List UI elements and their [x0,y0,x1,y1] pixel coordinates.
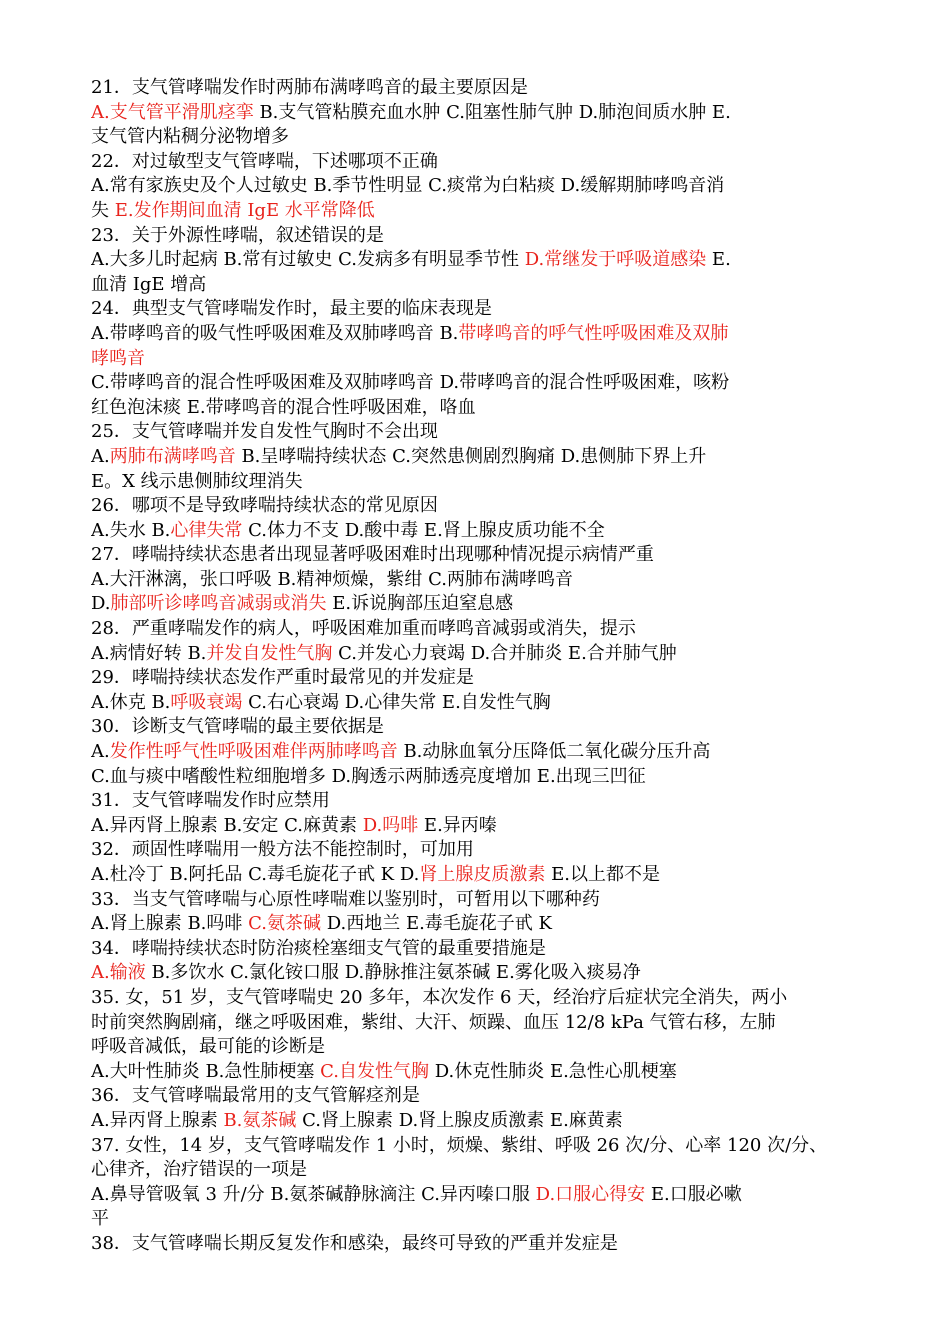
question-text: C.并发心力衰竭 D.合并肺炎 E.合并肺气肿 [332,642,677,664]
question-text: E.诉说胸部压迫窒息感 [326,593,514,615]
text-line [91,789,901,814]
answer-text: 并发自发性气胸 [206,642,333,664]
question-text: E.以上都不是 [545,864,660,885]
question-text: 29．哮喘持续状态发作严重时最常见的并发症是 [91,667,474,689]
text-line [91,765,901,790]
text-line [91,470,901,495]
question-text: A.异丙肾上腺素 [91,1109,224,1131]
question-text: 失 [91,199,115,221]
question-text: C.带哮鸣音的混合性呼吸困难及双肺哮鸣音 D.带哮鸣音的混合性呼吸困难，咳粉 [91,372,730,394]
question-text: E.口服必嗽 [645,1183,742,1205]
answer-text: A.输液 [91,962,146,984]
question-text: 36．支气管哮喘最常用的支气管解痉剂是 [91,1085,420,1107]
text-line [91,297,901,322]
text-line [91,715,901,740]
text-line [91,814,901,839]
question-text: 28．严重哮喘发作的病人，呼吸困难加重而哮鸣音减弱或消失，提示 [91,618,636,640]
question-text: 33．当支气管哮喘与心原性哮喘难以鉴别时，可暂用以下哪种药 [91,888,600,910]
text-line [91,1084,901,1109]
text-line [91,863,901,888]
text-line [91,322,901,347]
text-line [91,691,901,716]
question-text: B.支气管粘膜充血水肿 C.阻塞性肺气肿 D.肺泡间质水肿 E. [253,101,731,123]
question-text: E。X 线示患侧肺纹理消失 [91,470,303,492]
text-line [91,666,901,691]
text-line [91,888,901,913]
text-line [91,1134,901,1159]
question-text: 21．支气管哮喘发作时两肺布满哮鸣音的最主要原因是 [91,77,528,98]
text-line [91,494,901,519]
question-text: 30．诊断支气管哮喘的最主要依据是 [91,716,384,738]
text-line [91,912,901,937]
question-text: C.右心衰竭 D.心律失常 E.自发性气胸 [242,691,551,713]
answer-text: 肺部听诊哮鸣音减弱或消失 [110,593,327,615]
question-text: 24．典型支气管哮喘发作时，最主要的临床表现是 [91,298,492,320]
question-text: D. [91,593,111,615]
text-line [91,1060,901,1085]
text-line [91,248,901,273]
question-text: 26．哪项不是导致哮喘持续状态的常见原因 [91,495,438,517]
answer-text: 两肺布满哮鸣音 [109,445,236,467]
text-line [91,199,901,224]
text-line [91,150,901,175]
question-text: E. [706,249,731,271]
question-text: A.病情好转 B. [91,642,207,664]
question-text: A.大多儿时起病 B.常有过敏史 C.发病多有明显季节性 [91,249,525,271]
question-text: A.失水 B. [91,519,171,541]
question-text: C.血与痰中嗜酸性粒细胞增多 D.胸透示两肺透亮度增加 E.出现三凹征 [91,765,646,787]
answer-text: B.氨茶碱 [223,1109,297,1131]
question-text: A.杜冷丁 B.阿托品 C.毒毛旋花子甙 K D. [91,864,420,885]
question-text: B.呈哮喘持续状态 C.突然患侧剧烈胸痛 D.患侧肺下界上升 [235,445,707,467]
text-line [91,224,901,249]
question-text: D.休克性肺炎 E.急性心肌梗塞 [428,1060,677,1082]
question-text: 红色泡沫痰 E.带哮鸣音的混合性呼吸困难，咯血 [91,396,476,418]
text-line [91,1232,901,1257]
question-text: 35. 女，51 岁，支气管哮喘史 20 多年，本次发作 6 天，经治疗后症状完全消失，两小 [91,986,788,1008]
text-line [91,838,901,863]
question-text: A.肾上腺素 B.吗啡 [91,913,249,935]
answer-text: 心律失常 [170,519,243,541]
text-line [91,1109,901,1134]
question-text: A.大叶性肺炎 B.急性肺梗塞 [91,1060,321,1082]
text-line [91,174,901,199]
text-line [91,420,901,445]
question-text: 心律齐，治疗错误的一项是 [91,1159,307,1181]
text-line [91,396,901,421]
text-line [91,937,901,962]
text-line [91,543,901,568]
question-text: A.常有家族史及个人过敏史 B.季节性明显 C.痰常为白粘痰 D.缓解期肺哮鸣音消 [91,175,725,197]
text-line [91,76,901,101]
question-text: B.多饮水 C.氯化铵口服 D.静脉推注氨茶碱 E.雾化吸入痰易净 [145,962,641,984]
document-page [91,76,901,1257]
question-text: 支气管内粘稠分泌物增多 [91,126,289,148]
answer-text: 带哮鸣音的呼气性呼吸困难及双肺 [458,322,729,344]
text-line [91,445,901,470]
text-line [91,519,901,544]
text-line [91,1183,901,1208]
question-text: A.鼻导管吸氧 3 升/分 B.氨茶碱静脉滴注 C.异丙嗪口服 [91,1183,536,1205]
question-text: 34．哮喘持续状态时防治痰栓塞细支气管的最重要措施是 [91,937,546,959]
answer-text: C.氨茶碱 [248,913,321,935]
answer-text: C.自发性气胸 [320,1060,429,1082]
answer-text: 呼吸衰竭 [170,691,243,713]
question-text: D.西地兰 E.毒毛旋花子甙 K [320,913,552,935]
question-text: 32．顽固性哮喘用一般方法不能控制时，可加用 [91,839,474,861]
text-line [91,125,901,150]
text-line [91,273,901,298]
text-line [91,1035,901,1060]
text-line [91,1207,901,1232]
text-line [91,101,901,126]
text-line [91,986,901,1011]
text-line [91,617,901,642]
answer-text: A.支气管平滑肌痉挛 [91,101,254,123]
question-text: A.带哮鸣音的吸气性呼吸困难及双肺哮鸣音 B. [91,322,459,344]
question-text: E.异丙嗪 [418,814,497,836]
question-text: C.肾上腺素 D.肾上腺皮质激素 E.麻黄素 [296,1109,623,1131]
question-text: 31．支气管哮喘发作时应禁用 [91,790,330,812]
question-text: A.异丙肾上腺素 B.安定 C.麻黄素 [91,814,363,836]
question-text: A. [91,741,110,763]
text-line [91,371,901,396]
answer-text: 肾上腺皮质激素 [419,864,546,885]
question-text: A.大汗淋漓，张口呼吸 B.精神烦燥，紫绀 C.两肺布满哮鸣音 [91,568,573,590]
question-text: 23．关于外源性哮喘，叙述错误的是 [91,224,384,246]
question-text: 37. 女性，14 岁，支气管哮喘发作 1 小时，烦燥、紫绀、呼吸 26 次/分、心率 120 次/分、 [91,1134,828,1156]
question-text: 血清 IgE 增高 [91,273,207,295]
question-text: 平 [91,1208,109,1230]
question-text: A.休克 B. [91,691,171,713]
question-text: 22．对过敏型支气管哮喘，下述哪项不正确 [91,150,438,172]
question-text: 38．支气管哮喘长期反复发作和感染，最终可导致的严重并发症是 [91,1232,618,1254]
text-line [91,740,901,765]
question-text: C.体力不支 D.酸中毒 E.肾上腺皮质功能不全 [242,519,605,541]
question-text: 呼吸音减低，最可能的诊断是 [91,1036,325,1058]
text-line [91,347,901,372]
answer-text: D.口服心得安 [535,1183,646,1205]
question-text: 时前突然胸剧痛，继之呼吸困难，紫绀、大汗、烦躁、血压 12/8 kPa 气管右移，左肺 [91,1011,776,1033]
text-line [91,592,901,617]
question-text: A. [91,445,110,467]
text-line [91,1011,901,1036]
text-line [91,642,901,667]
question-text: 27．哮喘持续状态患者出现显著呼吸困难时出现哪种情况提示病情严重 [91,544,654,566]
answer-text: E.发作期间血清 IgE 水平常降低 [114,199,375,221]
answer-text: D.常继发于呼吸道感染 [524,249,707,271]
text-line [91,568,901,593]
answer-text: 发作性呼气性呼吸困难伴两肺哮鸣音 [109,741,398,763]
question-text: B.动脉血氧分压降低二氧化碳分压升高 [397,741,711,763]
answer-text: 哮鸣音 [91,347,145,369]
question-text: 25．支气管哮喘并发自发性气胸时不会出现 [91,421,438,443]
text-line [91,961,901,986]
answer-text: D.吗啡 [362,814,419,836]
text-line [91,1158,901,1183]
